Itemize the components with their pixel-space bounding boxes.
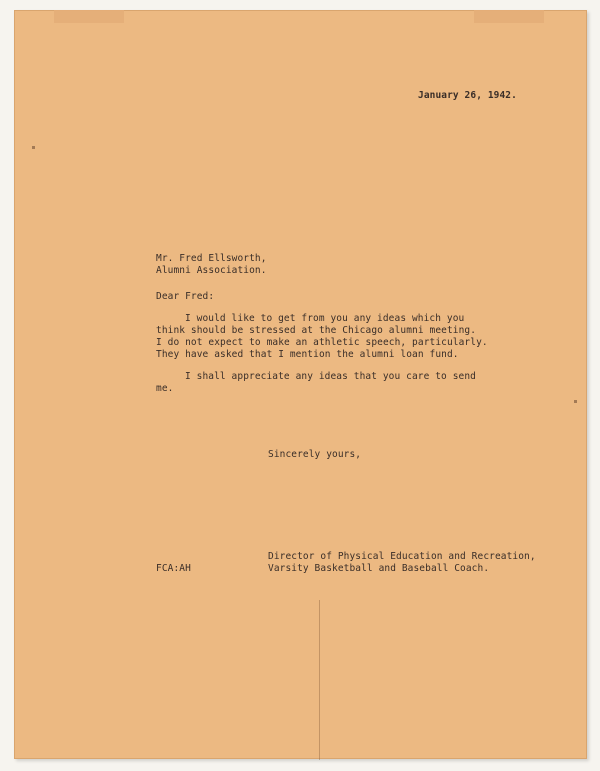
signature-title-line: Varsity Basketball and Baseball Coach. — [268, 563, 490, 574]
letter-date: January 26, 1942. — [418, 90, 517, 101]
paragraph1-line: I would like to get from you any ideas which you — [185, 313, 465, 324]
paper-crease — [319, 600, 320, 760]
paragraph1-line: think should be stressed at the Chicago alumni meeting. — [156, 325, 477, 336]
closing: Sincerely yours, — [268, 449, 362, 460]
paragraph2-line: I shall appreciate any ideas that you care to send — [185, 371, 476, 382]
paragraph2-line: me. — [156, 383, 174, 394]
salutation: Dear Fred: — [156, 291, 215, 302]
recipient-name: Mr. Fred Ellsworth, — [156, 253, 267, 264]
paper-spot — [574, 400, 577, 403]
paper-edge-tab — [54, 10, 124, 23]
paragraph1-line: They have asked that I mention the alumni loan fund. — [156, 349, 459, 360]
paragraph1-line: I do not expect to make an athletic speech, particularly. — [156, 337, 488, 348]
paper-edge-tab — [474, 10, 544, 23]
typist-initials: FCA:AH — [156, 563, 191, 574]
signature-title-line: Director of Physical Education and Recreation, — [268, 551, 536, 562]
paper-spot — [32, 146, 35, 149]
recipient-organization: Alumni Association. — [156, 265, 267, 276]
letter-page — [14, 10, 587, 759]
